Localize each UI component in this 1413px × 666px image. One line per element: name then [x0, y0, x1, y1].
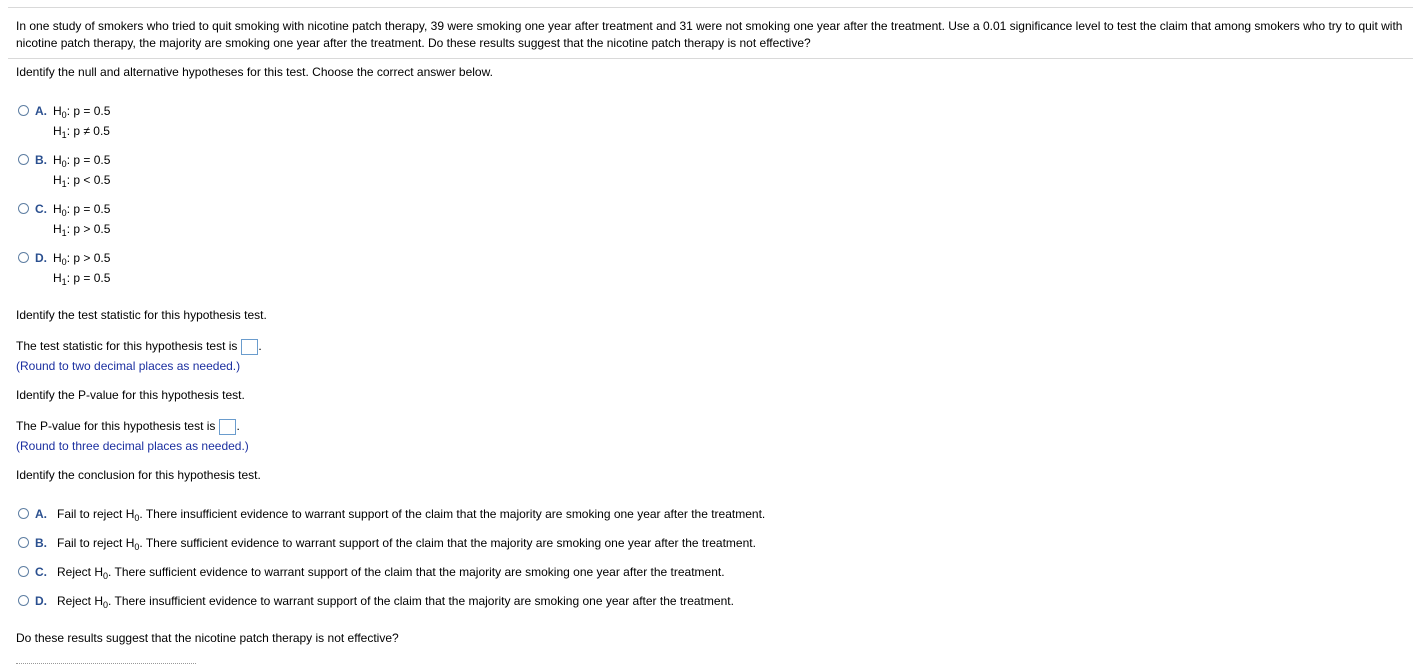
option-letter: A. — [35, 104, 47, 118]
null-hypothesis: $H_0$: p = 0.5 — [53, 104, 111, 120]
conclusion-text: Fail to reject $H_0$. There insufficient evidence to warrant support of the claim that the majority are smoking one year after the treatment. — [57, 507, 766, 523]
null-hypothesis: $H_0$: p = 0.5 — [53, 153, 111, 169]
alternative-hypothesis: $H_1$: p < 0.5 — [53, 173, 111, 189]
radio-button[interactable] — [18, 105, 29, 116]
hypothesis-pair — [53, 150, 110, 190]
p-value-prompt: Identify the P-value for this hypothesis test. — [16, 388, 245, 402]
test-statistic-hint: (Round to two decimal places as needed.) — [16, 359, 241, 373]
option-letter: B. — [35, 536, 47, 550]
radio-button[interactable] — [18, 595, 29, 606]
radio-button[interactable] — [18, 203, 29, 214]
conclusion-option-c[interactable] — [18, 565, 725, 579]
test-statistic-prompt: Identify the test statistic for this hypothesis test. — [16, 308, 267, 322]
conclusion-text: Reject $H_0$. There sufficient evidence to warrant support of the claim that the majority are smoking one year after the treatment. — [57, 565, 725, 581]
effectiveness-prompt: Do these results suggest that the nicotine patch therapy is not effective? — [16, 631, 399, 645]
p-value-hint: (Round to three decimal places as needed.) — [16, 439, 249, 453]
radio-button[interactable] — [18, 566, 29, 577]
hypotheses-prompt: Identify the null and alternative hypotheses for this test. Choose the correct answer below. — [16, 65, 493, 79]
null-hypothesis: $H_0$: p = 0.5 — [53, 202, 111, 218]
alternative-hypothesis: $H_1$: p > 0.5 — [53, 222, 111, 238]
option-letter: C. — [35, 565, 47, 579]
conclusion-option-b[interactable] — [18, 536, 756, 550]
hypothesis-option-c[interactable] — [18, 202, 110, 239]
question-divider — [8, 58, 1413, 59]
option-letter: C. — [35, 202, 47, 216]
hypothesis-option-a[interactable] — [18, 104, 110, 141]
hypothesis-pair — [53, 248, 110, 288]
hypothesis-pair — [53, 101, 110, 141]
option-letter: D. — [35, 251, 47, 265]
conclusion-option-d[interactable] — [18, 594, 734, 608]
alternative-hypothesis: $H_1$: p = 0.5 — [53, 271, 111, 287]
option-letter: A. — [35, 507, 47, 521]
radio-button[interactable] — [18, 537, 29, 548]
question-text: In one study of smokers who tried to quit smoking with nicotine patch therapy, 39 were smoking one year after treatment and 31 were not smoking one year after the treatment. Use a 0.01 significance level to test the claim that among smokers who try to quit with nicotine patch therapy, the majority are smoking one year after the treatment. Do these results suggest that the nicotine patch therapy is not effective? — [16, 19, 1403, 50]
conclusion-text: Reject $H_0$. There insufficient evidence to warrant support of the claim that the majority are smoking one year after the treatment. — [57, 594, 734, 610]
cut-off-content — [16, 660, 196, 666]
sentence-period: . — [236, 419, 240, 434]
sentence-period: . — [258, 339, 262, 354]
option-letter: D. — [35, 594, 47, 608]
hypothesis-pair — [53, 199, 110, 239]
p-value-label: The P-value for this hypothesis test is — [16, 419, 216, 434]
test-statistic-input[interactable] — [241, 339, 258, 355]
radio-button[interactable] — [18, 508, 29, 519]
conclusion-option-a[interactable] — [18, 507, 765, 521]
test-statistic-sentence — [16, 339, 262, 355]
top-divider — [8, 7, 1413, 8]
conclusion-prompt: Identify the conclusion for this hypothesis test. — [16, 468, 261, 482]
conclusion-text: Fail to reject $H_0$. There sufficient evidence to warrant support of the claim that the majority are smoking one year after the treatment. — [57, 536, 756, 552]
hypothesis-option-b[interactable] — [18, 153, 110, 190]
test-statistic-label: The test statistic for this hypothesis test is — [16, 339, 238, 354]
null-hypothesis: $H_0$: p > 0.5 — [53, 251, 111, 267]
hypothesis-option-d[interactable] — [18, 251, 110, 288]
p-value-sentence — [16, 419, 240, 435]
alternative-hypothesis: $H_1$: p ≠ 0.5 — [53, 124, 110, 140]
p-value-input[interactable] — [219, 419, 236, 435]
radio-button[interactable] — [18, 154, 29, 165]
radio-button[interactable] — [18, 252, 29, 263]
option-letter: B. — [35, 153, 47, 167]
